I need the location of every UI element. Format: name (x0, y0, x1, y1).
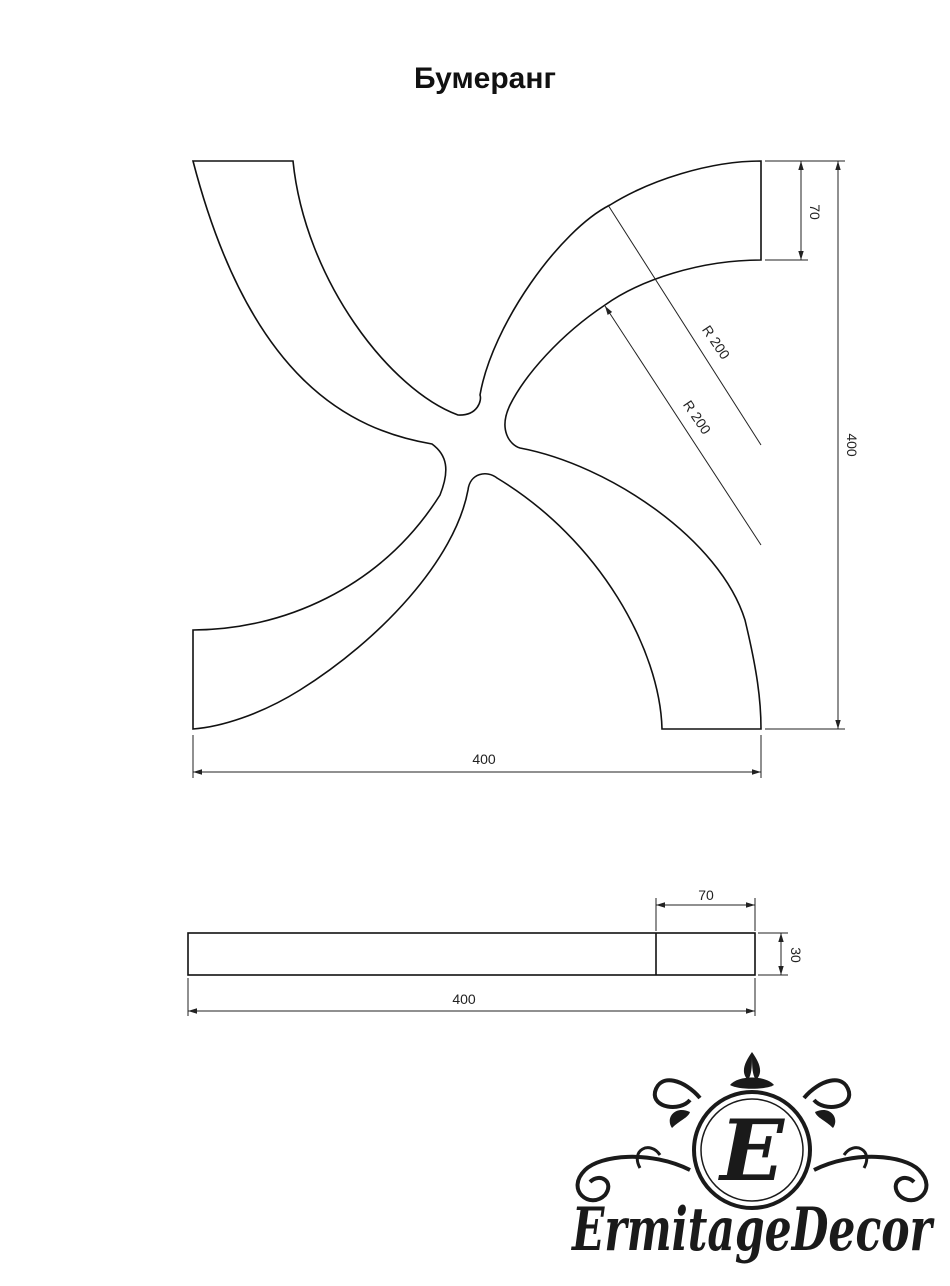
side-dim-label-thickness: 30 (788, 947, 804, 963)
radius-line-inner (605, 306, 761, 545)
dim-label-height: 400 (844, 433, 860, 457)
swirl-left-icon (655, 1080, 700, 1107)
fleur-base-icon (730, 1078, 774, 1089)
monogram-letter: E (719, 1101, 785, 1200)
side-view-body (188, 933, 755, 975)
flourish-left-icon (578, 1157, 690, 1200)
flourish-right-icon (814, 1157, 926, 1200)
brand-wordmark: ErmitageDecor (570, 1195, 936, 1265)
swirl-right-icon (804, 1080, 849, 1107)
radius-label-inner: R 200 (680, 397, 715, 438)
side-dim-label-end: 70 (698, 887, 714, 903)
dim-label-arm: 70 (807, 204, 823, 220)
brand-logo (571, 1052, 936, 1265)
dim-label-width: 400 (472, 751, 496, 767)
radius-label-outer: R 200 (699, 322, 734, 363)
drawing-title: Бумеранг (414, 62, 556, 95)
fleur-icon (744, 1052, 760, 1080)
side-dim-label-length: 400 (452, 991, 476, 1007)
boomerang-outline (193, 161, 761, 729)
